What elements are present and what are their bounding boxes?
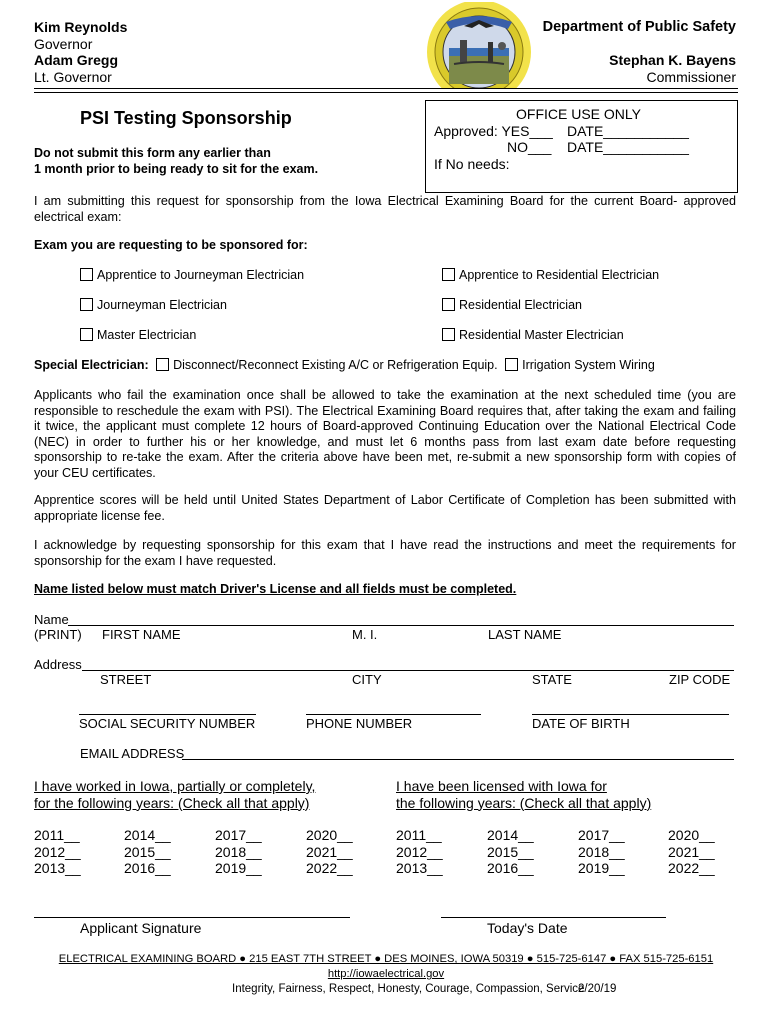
exam-option-residential[interactable] <box>442 298 582 312</box>
year-option[interactable]: 2013__ <box>396 860 443 876</box>
worked-line1: I have worked in Iowa, partially or completely, <box>34 778 316 794</box>
name-label: Name <box>34 612 69 627</box>
year-option[interactable]: 2022__ <box>668 860 715 876</box>
special-disconnect-label: Disconnect/Reconnect Existing A/C or Refrigeration Equip. <box>173 358 498 372</box>
lt-governor-title: Lt. Governor <box>34 68 112 85</box>
intro-text: I am submitting this request for sponsorship from the Iowa Electrical Examining Board for the current Board- approved electrical exam: <box>34 194 736 224</box>
mi-label: M. I. <box>352 627 378 642</box>
year-option[interactable]: 2021__ <box>306 843 353 860</box>
exam-option-label: Residential Electrician <box>459 298 582 312</box>
licensed-years-col1[interactable] <box>396 827 443 877</box>
name-input-line[interactable] <box>68 625 734 626</box>
governor-name: Kim Reynolds <box>34 19 128 35</box>
checkbox-disconnect[interactable] <box>156 358 169 371</box>
worked-years-col3[interactable] <box>215 827 262 877</box>
date-line[interactable] <box>441 917 666 918</box>
street-label: STREET <box>100 672 152 687</box>
year-option[interactable]: 2016__ <box>487 860 534 876</box>
year-option[interactable]: 2015__ <box>487 843 534 860</box>
name-note: Name listed below must match Driver's License and all fields must be completed. <box>34 582 517 596</box>
licensed-years-col4[interactable] <box>668 827 715 877</box>
header-right <box>543 19 736 85</box>
apprentice-scores-text: Apprentice scores will be held until United States Department of Labor Certificate of Completion has been submitted with appropriate license fee. <box>34 493 736 523</box>
exam-option-label: Master Electrician <box>97 328 197 342</box>
special-irrigation-label: Irrigation System Wiring <box>522 358 655 372</box>
footer-values: Integrity, Fairness, Respect, Honesty, Courage, Compassion, Service <box>232 983 585 995</box>
licensed-line1: I have been licensed with Iowa for <box>396 778 607 794</box>
year-option[interactable]: 2016__ <box>124 860 171 876</box>
state-label: STATE <box>532 672 572 687</box>
governor-title: Governor <box>34 35 93 52</box>
year-option[interactable]: 2019__ <box>215 860 262 876</box>
footer-revision: 2/20/19 <box>578 983 617 995</box>
year-option[interactable]: 2014__ <box>124 827 171 843</box>
ssn-input-line[interactable] <box>79 714 256 715</box>
checkbox[interactable] <box>442 268 455 281</box>
checkbox[interactable] <box>80 298 93 311</box>
header-left <box>34 19 127 85</box>
zip-label: ZIP CODE <box>669 672 731 687</box>
year-option[interactable]: 2019__ <box>578 860 625 876</box>
acknowledge-text: I acknowledge by requesting sponsorship for this exam that I have read the instructions and meet the requirements for sponsorship for the exam I have requested. <box>34 538 736 568</box>
no-date: DATE___________ <box>567 139 689 155</box>
submit-warning-line2: 1 month prior to being ready to sit for the exam. <box>34 161 319 176</box>
office-use-box <box>425 100 738 193</box>
checkbox[interactable] <box>442 298 455 311</box>
year-option[interactable]: 2018__ <box>578 843 625 860</box>
footer-url[interactable]: http://iowaelectrical.gov <box>327 968 445 980</box>
worked-heading <box>34 778 315 811</box>
address-input-line[interactable] <box>82 670 734 671</box>
special-electrician-row <box>34 358 655 372</box>
email-input-line[interactable] <box>182 759 734 760</box>
worked-line2: for the following years: (Check all that apply) <box>34 794 310 811</box>
phone-input-line[interactable] <box>306 714 481 715</box>
year-option[interactable]: 2020__ <box>668 827 715 843</box>
exam-option-residential-master[interactable] <box>442 328 624 342</box>
city-label: CITY <box>352 672 382 687</box>
phone-label: PHONE NUMBER <box>306 716 413 731</box>
year-option[interactable]: 2012__ <box>34 843 81 860</box>
exam-option-apprentice-journeyman[interactable] <box>80 268 304 282</box>
year-option[interactable]: 2011__ <box>34 827 80 843</box>
licensed-line2: the following years: (Check all that apply) <box>396 794 652 811</box>
exam-option-apprentice-residential[interactable] <box>442 268 659 282</box>
year-option[interactable]: 2017__ <box>215 827 262 843</box>
licensed-years-col3[interactable] <box>578 827 625 877</box>
submit-warning <box>34 146 318 177</box>
commissioner-name: Stephan K. Bayens <box>609 52 736 68</box>
office-use-heading: OFFICE USE ONLY <box>516 106 641 122</box>
state-seal-icon <box>424 2 534 88</box>
checkbox[interactable] <box>442 328 455 341</box>
footer-address: ELECTRICAL EXAMINING BOARD ● 215 EAST 7TH STREET ● DES MOINES, IOWA 50319 ● 515-725-6147 ● FAX 515-725-6151 <box>58 953 714 965</box>
year-option[interactable]: 2018__ <box>215 843 262 860</box>
year-option[interactable]: 2012__ <box>396 843 443 860</box>
year-option[interactable]: 2015__ <box>124 843 171 860</box>
fail-policy-text: Applicants who fail the examination once shall be allowed to take the examination at the next scheduled time (you are responsible to reschedule the exam with PSI). The Electrical Examining Board requires that, after taking the exam and failing it twice, the applicant must complete 12 hours of Board-approved Continuing Education over the National Electrical Code (NEC) in order to further his or her knowledge, and must let 6 months pass from last exam date before requesting sponsorship to re-take the exam. After the criteria above have been met, re-submit a new sponsorship form with copies of your CEU certificates. <box>34 388 736 480</box>
year-option[interactable]: 2021__ <box>668 843 715 860</box>
approved-yes: Approved: YES___ <box>434 123 553 139</box>
header-rule <box>34 88 738 93</box>
year-option[interactable]: 2011__ <box>396 827 442 843</box>
signature-label: Applicant Signature <box>80 920 202 936</box>
year-option[interactable]: 2020__ <box>306 827 353 843</box>
worked-years-col2[interactable] <box>124 827 171 877</box>
lt-governor-name: Adam Gregg <box>34 52 119 68</box>
if-no-needs: If No needs: <box>434 156 510 172</box>
address-label: Address <box>34 657 82 672</box>
licensed-heading <box>396 778 651 811</box>
approved-date: DATE___________ <box>567 123 689 139</box>
commissioner-title: Commissioner <box>646 68 736 85</box>
submit-warning-line1: Do not submit this form any earlier than <box>34 146 271 160</box>
year-option[interactable]: 2013__ <box>34 860 81 876</box>
special-label: Special Electrician: <box>34 358 149 372</box>
worked-years-col4[interactable] <box>306 827 353 877</box>
approved-no: NO___ <box>507 139 552 155</box>
exam-option-label: Apprentice to Journeyman Electrician <box>97 268 305 282</box>
checkbox[interactable] <box>80 328 93 341</box>
exam-heading: Exam you are requesting to be sponsored for: <box>34 238 308 252</box>
year-option[interactable]: 2014__ <box>487 827 534 843</box>
exam-option-journeyman[interactable] <box>80 298 227 312</box>
exam-option-label: Journeyman Electrician <box>97 298 227 312</box>
last-name-label: LAST NAME <box>488 627 562 642</box>
ssn-label: SOCIAL SECURITY NUMBER <box>79 716 256 731</box>
year-option[interactable]: 2017__ <box>578 827 625 843</box>
exam-option-label: Residential Master Electrician <box>459 328 624 342</box>
dob-input-line[interactable] <box>532 714 729 715</box>
department-name: Department of Public Safety <box>542 19 736 35</box>
worked-years-col1[interactable] <box>34 827 81 877</box>
signature-line[interactable] <box>34 917 350 918</box>
dob-label: DATE OF BIRTH <box>532 716 630 731</box>
email-label: EMAIL ADDRESS <box>80 746 185 761</box>
licensed-years-col2[interactable] <box>487 827 534 877</box>
print-label: (PRINT) <box>34 627 82 642</box>
checkbox-irrigation[interactable] <box>505 358 518 371</box>
year-option[interactable]: 2022__ <box>306 860 353 876</box>
form-title: PSI Testing Sponsorship <box>80 108 292 128</box>
checkbox[interactable] <box>80 268 93 281</box>
exam-option-label: Apprentice to Residential Electrician <box>459 268 660 282</box>
date-label: Today's Date <box>487 920 568 936</box>
first-name-label: FIRST NAME <box>102 627 181 642</box>
exam-option-master[interactable] <box>80 328 196 342</box>
